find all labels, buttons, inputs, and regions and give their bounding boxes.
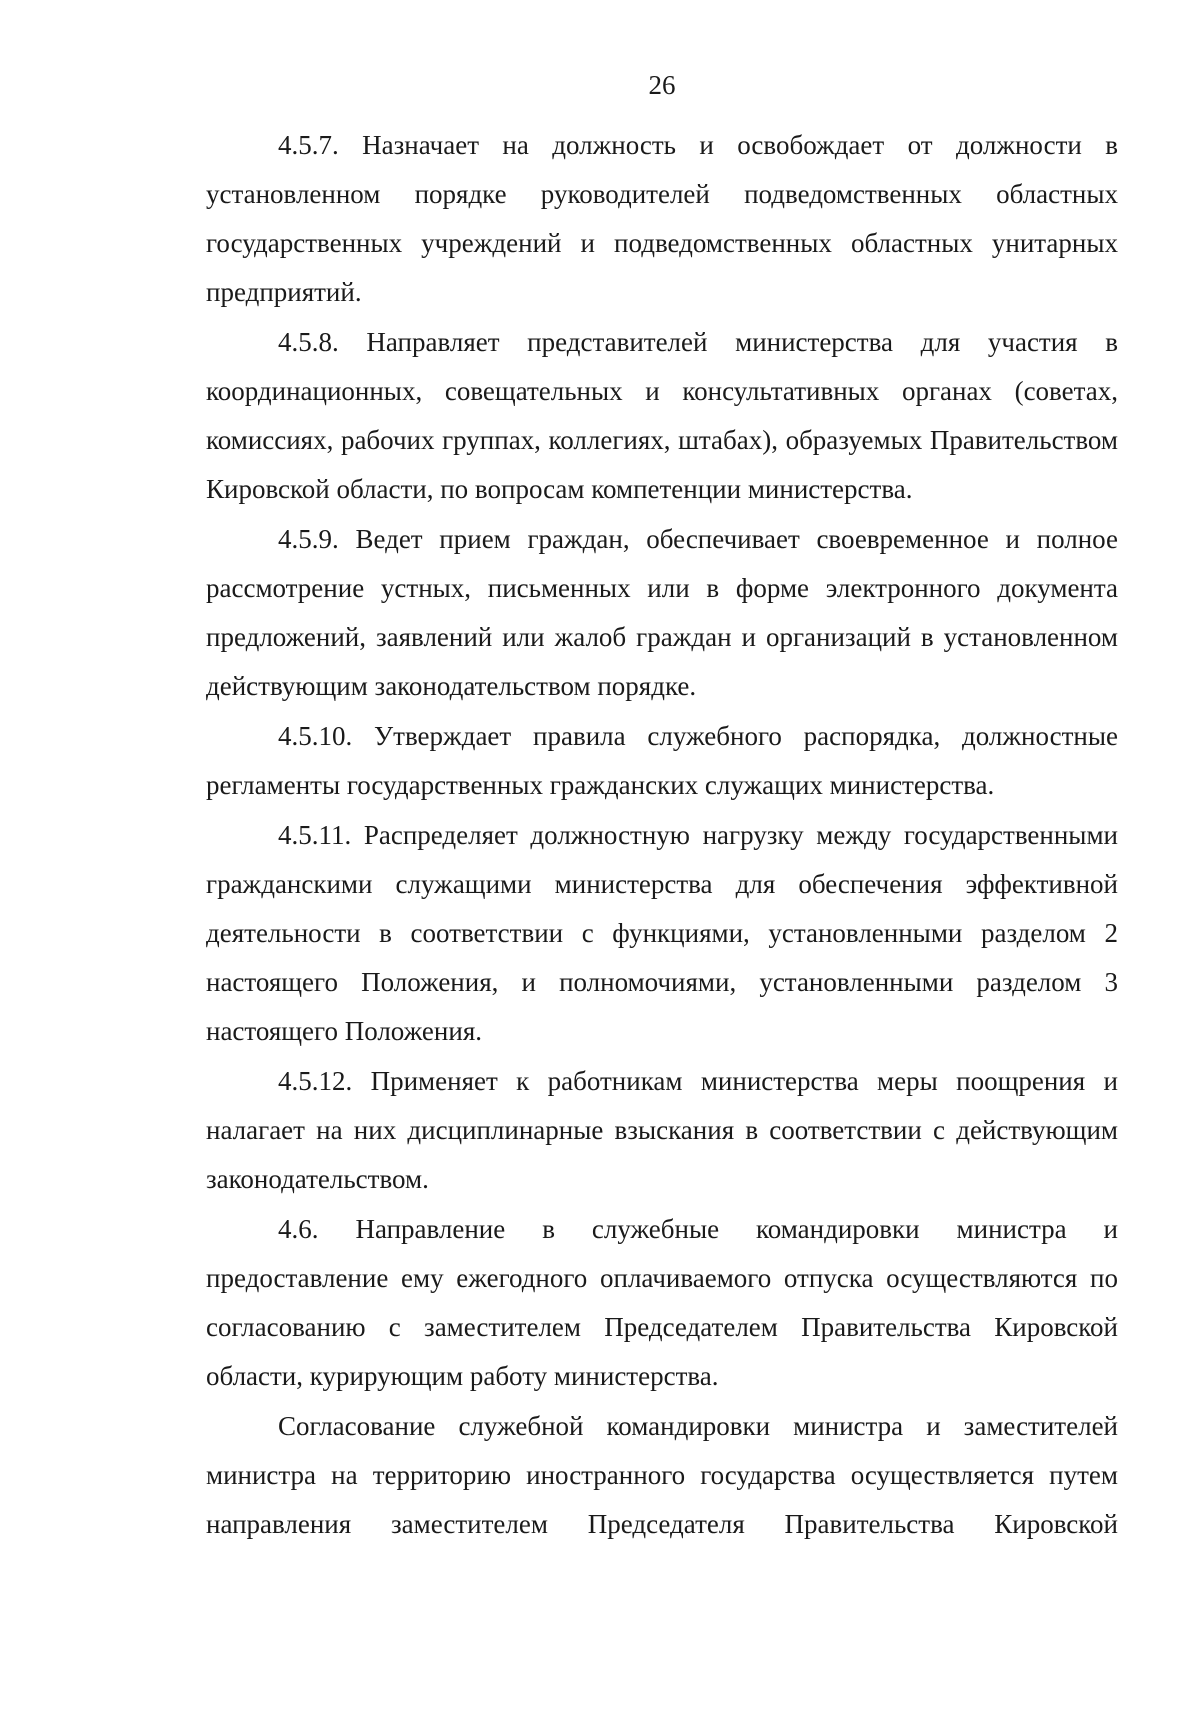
page-number: 26 <box>648 70 676 100</box>
document-body <box>206 121 1118 1550</box>
paragraph-4-5-7: 4.5.7. Назначает на должность и освобождает от должности в установленном порядке руководителей подведомственных областных государственных учреждений и подведомственных областных унитарных предприятий. <box>206 130 1118 307</box>
paragraph-4-5-8: 4.5.8. Направляет представителей министерства для участия в координационных, совещательных и консультативных органах (советах, комиссиях, рабочих группах, коллегиях, штабах), образуемых Правительством Кировской области, по вопросам компетенции министерства. <box>206 327 1118 504</box>
paragraph-4-5-9: 4.5.9. Ведет прием граждан, обеспечивает своевременное и полное рассмотрение устных, письменных или в форме электронного документа предложений, заявлений или жалоб граждан и организаций в установленном действующим законодательством порядке. <box>206 524 1118 701</box>
paragraph-4-5-10: 4.5.10. Утверждает правила служебного распорядка, должностные регламенты государственных гражданских служащих министерства. <box>206 721 1118 800</box>
paragraph-4-6: 4.6. Направление в служебные командировки министра и предоставление ему ежегодного оплачиваемого отпуска осуществляются по согласованию с заместителем Председателем Правительства Кировской области, курирующим работу министерства. <box>206 1214 1118 1391</box>
paragraph-4-5-11: 4.5.11. Распределяет должностную нагрузку между государственными гражданскими служащими министерства для обеспечения эффективной деятельности в соответствии с функциями, установленными разделом 2 настоящего Положения, и полномочиями, установленными разделом 3 настоящего Положения. <box>206 820 1118 1046</box>
paragraph-4-5-12: 4.5.12. Применяет к работникам министерства меры поощрения и налагает на них дисциплинарные взыскания в соответствии с действующим законодательством. <box>206 1066 1118 1194</box>
paragraph-agreement: Согласование служебной командировки министра и заместителей министра на территорию иностранного государства осуществляется путем направления заместителем Председателя Правительства Кировской <box>206 1411 1118 1539</box>
